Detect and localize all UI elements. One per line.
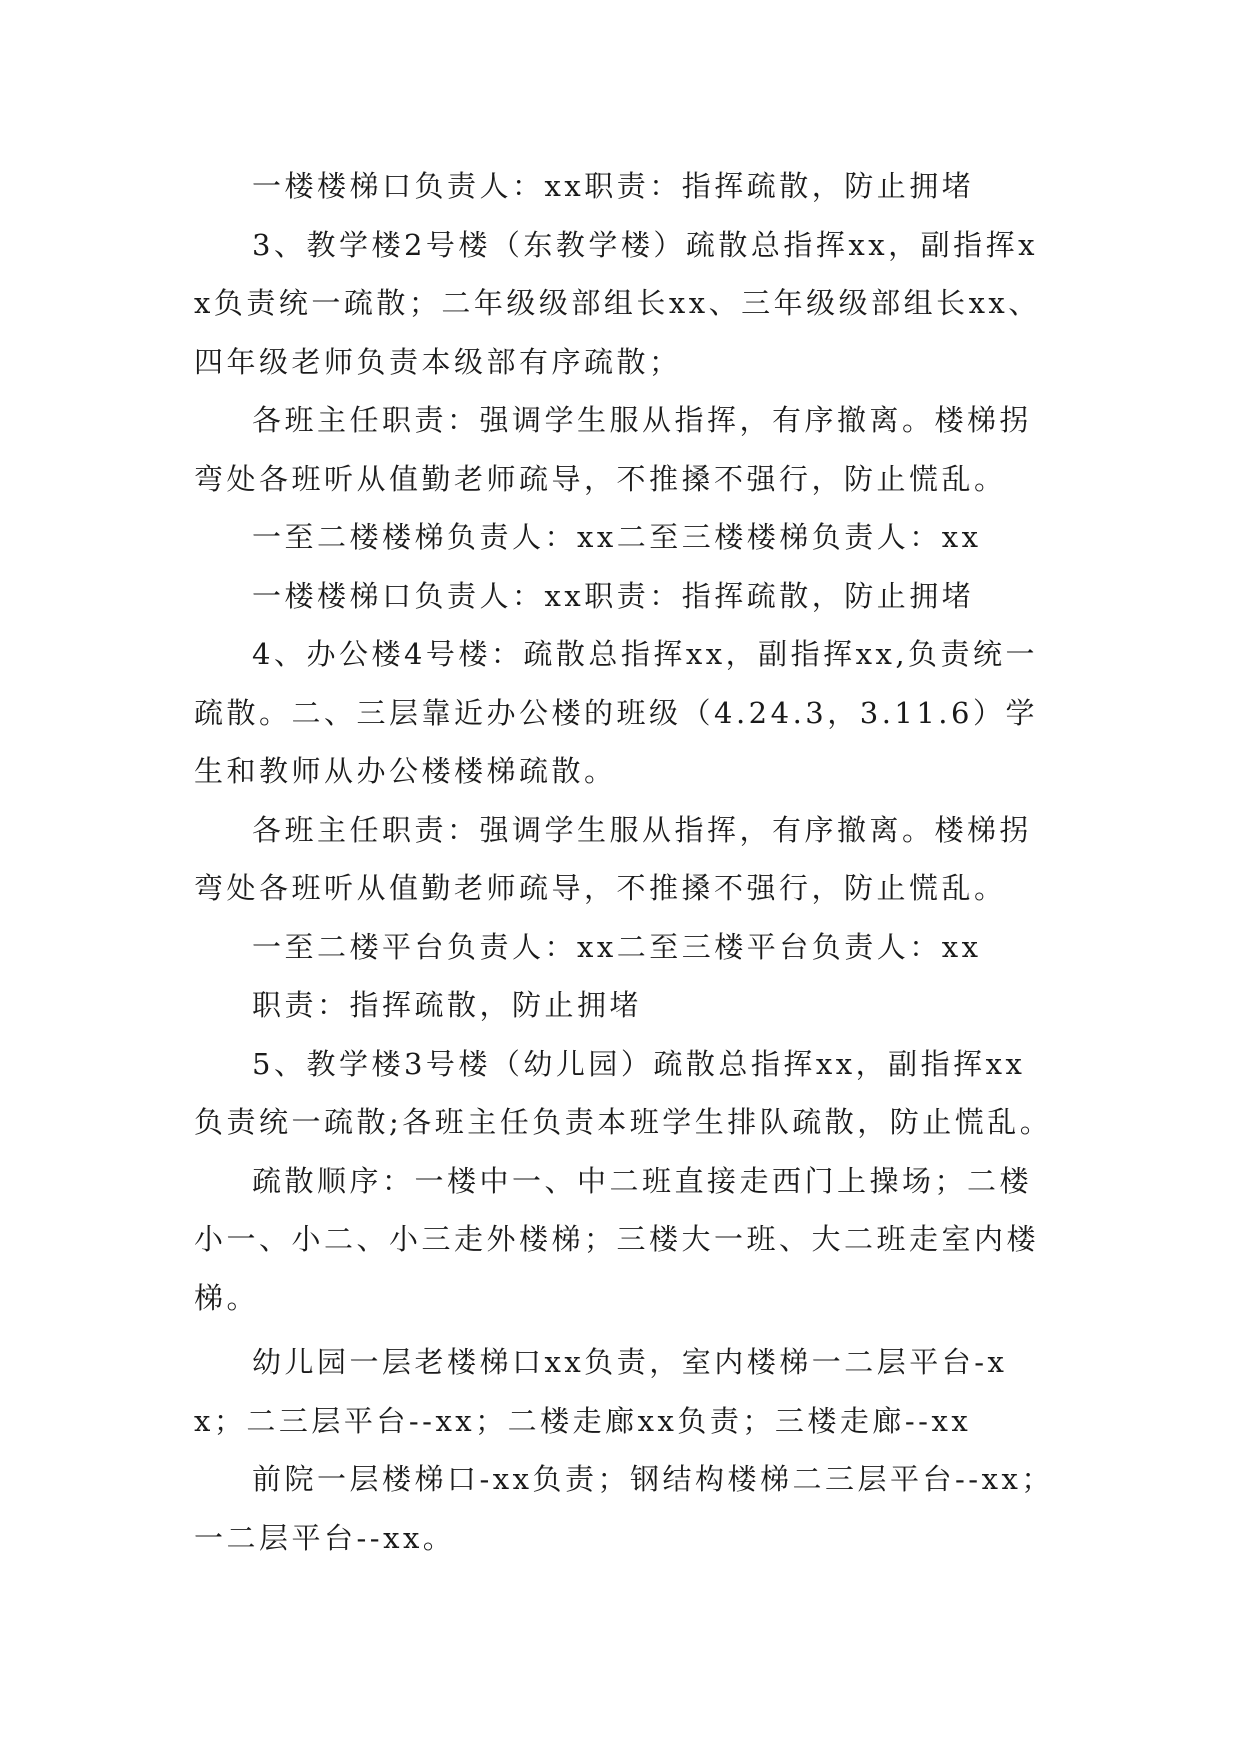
paragraph: 一楼楼梯口负责人：xx职责：指挥疏散，防止拥堵 bbox=[252, 169, 975, 203]
paragraph: 一至二楼平台负责人：xx二至三楼平台负责人：xx bbox=[252, 929, 982, 964]
paragraph: 一至二楼楼梯负责人：xx二至三楼楼梯负责人：xx bbox=[252, 520, 982, 554]
paragraph: 前院一层楼梯口-xx负责；钢结构楼梯二三层平台--xx；一二层平台--xx。 bbox=[194, 1462, 1054, 1555]
paragraph: 4、办公楼4号楼：疏散总指挥xx，副指挥xx,负责统一疏散。二、三层靠近办公楼的班级（4.24.3，3.11.6）学生和教师从办公楼楼梯疏散。 bbox=[194, 637, 1039, 788]
paragraph: 幼儿园一层老楼梯口xx负责，室内楼梯一二层平台-xx；二三层平台--xx；二楼走廊xx负责；三楼走廊--xx bbox=[194, 1345, 1008, 1438]
paragraph: 3、教学楼2号楼（东教学楼）疏散总指挥xx，副指挥xx负责统一疏散；二年级级部组长xx、三年级级部组长xx、四年级老师负责本级部有序疏散； bbox=[194, 227, 1041, 379]
paragraph: 各班主任职责：强调学生服从指挥，有序撤离。楼梯拐弯处各班听从值勤老师疏导，不推搡不强行，防止慌乱。 bbox=[194, 403, 1033, 496]
paragraph: 5、教学楼3号楼（幼儿园）疏散总指挥xx，副指挥xx负责统一疏散;各班主任负责本班学生排队疏散，防止慌乱。 bbox=[194, 1046, 1053, 1139]
paragraph: 疏散顺序：一楼中一、中二班直接走西门上操场；二楼小一、小二、小三走外楼梯；三楼大一班、大二班走室内楼梯。 bbox=[194, 1163, 1040, 1315]
paragraph: 各班主任职责：强调学生服从指挥，有序撤离。楼梯拐弯处各班听从值勤老师疏导，不推搡不强行，防止慌乱。 bbox=[194, 812, 1033, 905]
document-body bbox=[194, 157, 1054, 1567]
paragraph: 职责：指挥疏散，防止拥堵 bbox=[252, 988, 643, 1022]
paragraph: 一楼楼梯口负责人：xx职责：指挥疏散，防止拥堵 bbox=[252, 578, 975, 613]
